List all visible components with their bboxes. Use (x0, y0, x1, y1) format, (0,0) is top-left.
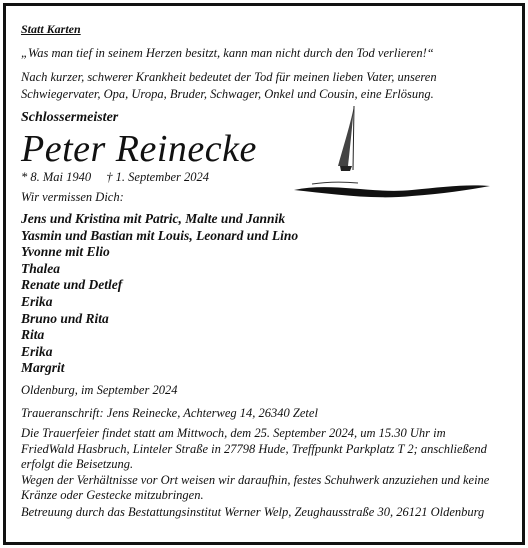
mourner-line: Rita (21, 327, 45, 343)
notice-quote: „Was man tief in seinem Herzen besitzt, kann man nicht durch den Tod verlieren!“ (21, 46, 434, 60)
deceased-profession: Schlossermeister (21, 110, 119, 125)
mourner-line: Yasmin und Bastian mit Louis, Leonard und Lino (21, 227, 299, 243)
mourner-line: Jens und Kristina mit Patric, Malte und Jannik (21, 211, 286, 226)
place-date: Oldenburg, im September 2024 (21, 383, 178, 397)
life-dates (21, 170, 221, 185)
sailboat-icon (292, 104, 492, 204)
condolence-address: Traueranschrift: Jens Reinecke, Achterweg 14, 26340 Zetel (21, 406, 318, 420)
death-date: † 1. September 2024 (106, 170, 210, 184)
mourner-line: Thalea (21, 260, 60, 276)
mourner-line: Renate und Detlef (21, 277, 123, 293)
deceased-name: Peter Reinecke (21, 128, 257, 170)
mourner-line: Margrit (21, 360, 65, 376)
ceremony-text: Die Trauerfeier findet statt am Mittwoch, dem 25. September 2024, um 15.30 Uhr im FriedWald Hasbruch, Linteler Straße in 27798 Hude, Treffpunkt Parkplatz T 2; anschließend erfolgt die Beisetzung. (21, 426, 487, 471)
birth-date: * 8. Mai 1940 (21, 170, 92, 184)
mourner-line: Erika (21, 343, 53, 359)
funeral-home: Betreuung durch das Bestattungsinstitut Werner Welp, Zeughausstraße 30, 26121 Oldenburg (21, 505, 485, 519)
notice-intro: Nach kurzer, schwerer Krankheit bedeutet der Tod für meinen lieben Vater, unseren Schwiegervater, Opa, Uropa, Bruder, Schwager, Onkel und Cousin, eine Erlösung. (21, 70, 437, 101)
ceremony-info (21, 426, 499, 504)
mourners-list (21, 211, 298, 377)
ceremony-note: Wegen der Verhältnisse vor Ort weisen wir daraufhin, festes Schuhwerk anzuziehen und keine Kränze oder Gestecke mitzubringen. (21, 472, 490, 502)
mourner-line: Erika (21, 293, 53, 309)
mourner-line: Bruno und Rita (21, 310, 109, 326)
mourner-line: Yvonne mit Elio (21, 244, 110, 260)
miss-line: Wir vermissen Dich: (21, 190, 124, 204)
notice-frame (3, 3, 525, 545)
notice-header: Statt Karten (21, 22, 81, 36)
